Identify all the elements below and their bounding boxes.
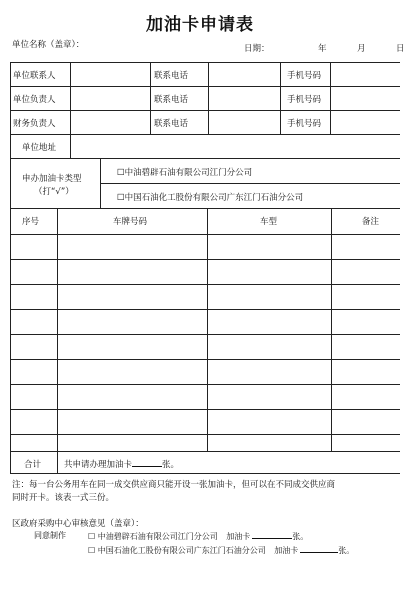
total-text-before: 共申请办理加油卡 xyxy=(64,460,133,470)
card-type-label: 申办加油卡类型 xyxy=(22,174,82,184)
day-label: 日 xyxy=(396,44,405,54)
year-label: 年 xyxy=(318,44,327,54)
review-item-bp-company[interactable]: ☐ 中油碧辟石油有限公司江门分公司 xyxy=(88,532,218,541)
note-line-2: 同时开卡。该表一式三份。 xyxy=(12,493,115,503)
finance-head-label: 财务负责人 xyxy=(13,119,56,129)
col-header-model: 车型 xyxy=(260,217,278,227)
card-type-option-sinopec[interactable]: ☐中国石油化工股份有限公司广东江门石油分公司 xyxy=(117,193,304,203)
note-line-1: 注：每一台公务用车在同一成交供应商只能开设一张加油卡，但可以在不同成交供应商 xyxy=(12,480,336,490)
contact-person-label: 单位联系人 xyxy=(13,71,56,81)
unit-head-phone-label: 联系电话 xyxy=(154,95,189,105)
unit-head-label: 单位负责人 xyxy=(13,95,56,105)
review-item-bp-count-blank[interactable] xyxy=(252,530,292,539)
finance-head-mobile-label: 手机号码 xyxy=(287,119,322,129)
date-label: 日期： xyxy=(244,44,270,54)
total-text xyxy=(64,458,179,470)
finance-head-phone-label: 联系电话 xyxy=(154,119,189,129)
form-title: 加油卡申请表 xyxy=(146,15,254,35)
month-label: 月 xyxy=(357,44,366,54)
total-text-after: 张。 xyxy=(162,460,180,470)
review-title: 区政府采购中心审核意见（盖章）： xyxy=(12,519,144,529)
total-count-blank[interactable] xyxy=(132,458,162,467)
review-item-sinopec-company[interactable]: ☐ 中国石油化工股份有限公司广东江门石油分公司 xyxy=(88,546,266,555)
contact-mobile-label: 手机号码 xyxy=(287,71,322,81)
col-header-index: 序号 xyxy=(22,217,40,227)
unit-name-label: 单位名称（盖章）： xyxy=(12,40,85,50)
review-item-sinopec-count-blank[interactable] xyxy=(300,544,338,553)
review-item-sinopec-unit: 张。 xyxy=(338,546,355,555)
contact-phone-label: 联系电话 xyxy=(154,71,189,81)
review-agree-label: 同意制作 xyxy=(34,531,66,540)
col-header-remarks: 备注 xyxy=(362,217,380,227)
card-type-hint: （打“√”） xyxy=(34,187,74,197)
card-type-option-sinopec-bp[interactable]: ☐中油碧辟石油有限公司江门分公司 xyxy=(117,168,253,178)
col-header-plate: 车牌号码 xyxy=(113,217,148,227)
unit-head-mobile-label: 手机号码 xyxy=(287,95,322,105)
review-item-sinopec xyxy=(88,544,354,556)
review-item-sinopec-card-label: 加油卡 xyxy=(274,546,299,555)
review-item-bp xyxy=(88,530,308,542)
review-item-bp-card-label: 加油卡 xyxy=(226,532,251,541)
review-item-bp-unit: 张。 xyxy=(292,532,309,541)
unit-address-label: 单位地址 xyxy=(22,143,57,153)
total-label: 合计 xyxy=(24,460,42,470)
